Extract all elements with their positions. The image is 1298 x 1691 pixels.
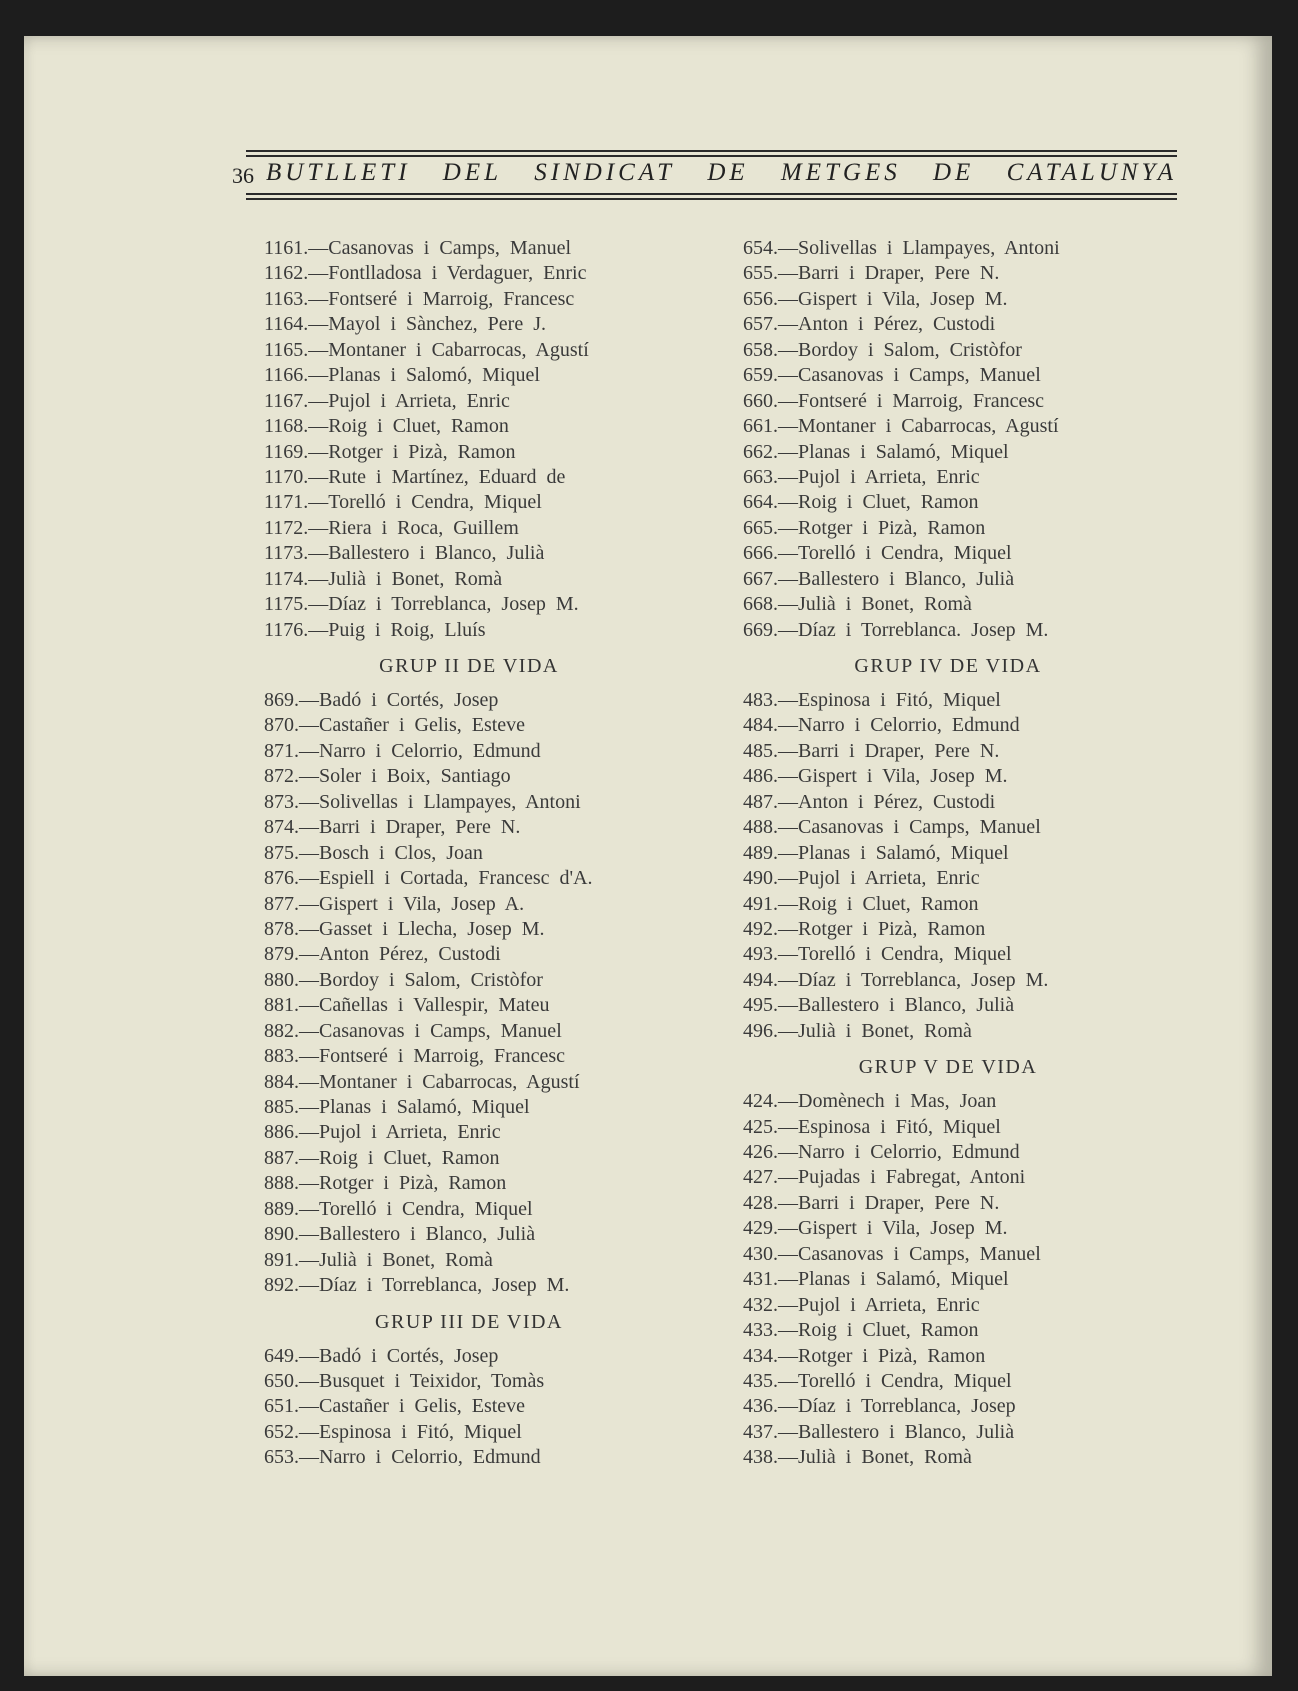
- right-column: [743, 236, 1153, 1471]
- list-item: 870.—Castañer i Gelis, Esteve: [264, 714, 526, 737]
- entry-list: [743, 1089, 1153, 1471]
- list-item: 435.—Torelló i Cendra, Miquel: [743, 1369, 1012, 1392]
- list-item: 483.—Espinosa i Fitó, Miquel: [743, 689, 1001, 711]
- list-item: 430.—Casanovas i Camps, Manuel: [743, 1242, 1041, 1265]
- list-item: 1171.—Torelló i Cendra, Miquel: [264, 491, 542, 514]
- list-item: 1169.—Rotger i Pizà, Ramon: [264, 440, 516, 463]
- list-item: 883.—Fontseré i Marroig, Francesc: [264, 1045, 566, 1068]
- section-heading-grup-v: GRUP V DE VIDA: [858, 1056, 1038, 1079]
- running-title-word: CATALUNYA: [1006, 159, 1177, 186]
- list-item: 654.—Solivellas i Llampayes, Antoni: [743, 237, 1060, 259]
- list-item: 880.—Bordoy i Salom, Cristòfor: [264, 968, 543, 991]
- list-item: 874.—Barri i Draper, Pere N.: [264, 816, 521, 839]
- list-item: 658.—Bordoy i Salom, Cristòfor: [743, 338, 1022, 361]
- list-item: 892.—Díaz i Torreblanca, Josep M.: [264, 1274, 570, 1297]
- list-item: 436.—Díaz i Torreblanca, Josep: [743, 1395, 1016, 1418]
- list-item: 1168.—Roig i Cluet, Ramon: [264, 415, 509, 438]
- list-item: 651.—Castañer i Gelis, Esteve: [264, 1395, 526, 1418]
- list-item: 492.—Rotger i Pizà, Ramon: [743, 917, 986, 940]
- list-item: 1166.—Planas i Salomó, Miquel: [264, 364, 540, 387]
- list-item: 427.—Pujadas i Fabregat, Antoni: [743, 1166, 1026, 1189]
- list-item: 433.—Roig i Cluet, Ramon: [743, 1319, 979, 1342]
- section-heading-grup-iii: GRUP III DE VIDA: [375, 1310, 563, 1333]
- list-item: 891.—Julià i Bonet, Romà: [264, 1248, 493, 1271]
- running-title-word: DE: [707, 159, 749, 186]
- list-item: 877.—Gispert i Vila, Josep A.: [264, 892, 525, 915]
- running-title: [266, 159, 1177, 187]
- list-item: 888.—Rotger i Pizà, Ramon: [264, 1172, 507, 1195]
- list-item: 426.—Narro i Celorrio, Edmund: [743, 1141, 1020, 1163]
- list-item: 669.—Díaz i Torreblanca. Josep M.: [743, 618, 1049, 641]
- entry-list: [743, 236, 1153, 643]
- list-item: 657.—Anton i Pérez, Custodi: [743, 313, 996, 336]
- list-item: 869.—Badó i Cortés, Josep: [264, 689, 499, 711]
- list-item: 653.—Narro i Celorrio, Edmund: [264, 1446, 541, 1469]
- left-column: [264, 236, 674, 1471]
- list-item: 887.—Roig i Cluet, Ramon: [264, 1146, 500, 1169]
- list-item: 429.—Gispert i Vila, Josep M.: [743, 1217, 1008, 1240]
- list-item: 438.—Julià i Bonet, Romà: [743, 1446, 972, 1469]
- list-item: 434.—Rotger i Pizà, Ramon: [743, 1344, 986, 1367]
- list-item: 663.—Pujol i Arrieta, Enric: [743, 465, 980, 488]
- list-item: 1174.—Julià i Bonet, Romà: [264, 567, 503, 590]
- list-item: 491.—Roig i Cluet, Ramon: [743, 892, 979, 915]
- entry-list: [264, 688, 674, 1299]
- list-item: 884.—Montaner i Cabarrocas, Agustí: [264, 1070, 580, 1093]
- list-item: 1165.—Montaner i Cabarrocas, Agustí: [264, 338, 589, 361]
- list-item: 1161.—Casanovas i Camps, Manuel: [264, 237, 572, 259]
- list-item: 431.—Planas i Salamó, Miquel: [743, 1268, 1009, 1291]
- header-rule-top-inner: [246, 155, 1177, 157]
- list-item: 878.—Gasset i Llecha, Josep M.: [264, 917, 545, 940]
- list-item: 432.—Pujol i Arrieta, Enric: [743, 1293, 980, 1316]
- list-item: 1173.—Ballestero i Blanco, Julià: [264, 542, 545, 565]
- list-item: 490.—Pujol i Arrieta, Enric: [743, 867, 980, 890]
- list-item: 661.—Montaner i Cabarrocas, Agustí: [743, 415, 1059, 438]
- running-title-word: DEL: [442, 159, 503, 186]
- list-item: 876.—Espiell i Cortada, Francesc d'A.: [264, 867, 593, 890]
- list-item: 1163.—Fontseré i Marroig, Francesc: [264, 287, 575, 310]
- list-item: 494.—Díaz i Torreblanca, Josep M.: [743, 968, 1049, 991]
- header-rule-bottom-inner: [246, 198, 1177, 200]
- list-item: 660.—Fontseré i Marroig, Francesc: [743, 389, 1045, 412]
- list-item: 1170.—Rute i Martínez, Eduard de: [264, 465, 566, 488]
- running-title-word: DE: [933, 159, 975, 186]
- list-item: 886.—Pujol i Arrieta, Enric: [264, 1121, 501, 1144]
- list-item: 655.—Barri i Draper, Pere N.: [743, 262, 1000, 285]
- list-item: 428.—Barri i Draper, Pere N.: [743, 1191, 1000, 1214]
- list-item: 495.—Ballestero i Blanco, Julià: [743, 994, 1015, 1017]
- list-item: 496.—Julià i Bonet, Romà: [743, 1019, 972, 1042]
- list-item: 485.—Barri i Draper, Pere N.: [743, 739, 1000, 762]
- list-item: 1172.—Riera i Roca, Guillem: [264, 516, 519, 539]
- list-item: 1162.—Fontlladosa i Verdaguer, Enric: [264, 262, 587, 285]
- list-item: 437.—Ballestero i Blanco, Julià: [743, 1420, 1015, 1443]
- entry-list: [743, 688, 1153, 1044]
- entry-list: [264, 236, 674, 643]
- list-item: 879.—Anton Pérez, Custodi: [264, 943, 501, 966]
- list-item: 487.—Anton i Pérez, Custodi: [743, 790, 996, 813]
- list-item: 873.—Solivellas i Llampayes, Antoni: [264, 790, 581, 813]
- page-number: 36: [232, 163, 254, 188]
- list-item: 667.—Ballestero i Blanco, Julià: [743, 567, 1015, 590]
- list-item: 493.—Torelló i Cendra, Miquel: [743, 943, 1012, 966]
- running-title-word: BUTLLETI: [266, 159, 411, 186]
- list-item: 424.—Domènech i Mas, Joan: [743, 1090, 997, 1113]
- list-item: 872.—Soler i Boix, Santiago: [264, 765, 511, 788]
- list-item: 889.—Torelló i Cendra, Miquel: [264, 1197, 533, 1220]
- list-item: 664.—Roig i Cluet, Ramon: [743, 491, 979, 514]
- header-rule-bottom: [246, 193, 1177, 195]
- list-item: 1164.—Mayol i Sànchez, Pere J.: [264, 313, 546, 336]
- list-item: 890.—Ballestero i Blanco, Julià: [264, 1223, 536, 1246]
- running-title-word: METGES: [780, 159, 901, 186]
- section-heading-grup-iv: GRUP IV DE VIDA: [854, 655, 1042, 677]
- list-item: 871.—Narro i Celorrio, Edmund: [264, 739, 541, 762]
- header-rule-top: [246, 150, 1177, 152]
- list-item: 649.—Badó i Cortés, Josep: [264, 1344, 499, 1367]
- list-item: 875.—Bosch i Clos, Joan: [264, 841, 483, 864]
- list-item: 486.—Gispert i Vila, Josep M.: [743, 765, 1008, 788]
- list-item: 652.—Espinosa i Fitó, Miquel: [264, 1420, 522, 1443]
- list-item: 656.—Gispert i Vila, Josep M.: [743, 287, 1008, 310]
- list-item: 659.—Casanovas i Camps, Manuel: [743, 364, 1041, 387]
- list-item: 668.—Julià i Bonet, Romà: [743, 593, 972, 616]
- list-item: 885.—Planas i Salamó, Miquel: [264, 1096, 530, 1118]
- list-item: 666.—Torelló i Cendra, Miquel: [743, 542, 1012, 565]
- list-item: 425.—Espinosa i Fitó, Miquel: [743, 1115, 1001, 1138]
- section-heading-grup-ii: GRUP II DE VIDA: [379, 655, 559, 677]
- list-item: 1175.—Díaz i Torreblanca, Josep M.: [264, 593, 579, 616]
- list-item: 1176.—Puig i Roig, Lluís: [264, 618, 486, 641]
- list-item: 665.—Rotger i Pizà, Ramon: [743, 516, 986, 539]
- entry-list: [264, 1344, 674, 1471]
- running-title-word: SINDICAT: [534, 159, 676, 186]
- list-item: 650.—Busquet i Teixidor, Tomàs: [264, 1369, 545, 1392]
- list-item: 489.—Planas i Salamó, Miquel: [743, 841, 1009, 864]
- list-item: 882.—Casanovas i Camps, Manuel: [264, 1019, 562, 1042]
- list-item: 1167.—Pujol i Arrieta, Enric: [264, 389, 510, 412]
- list-item: 662.—Planas i Salamó, Miquel: [743, 440, 1009, 463]
- list-item: 488.—Casanovas i Camps, Manuel: [743, 816, 1041, 839]
- list-item: 881.—Cañellas i Vallespir, Mateu: [264, 994, 550, 1017]
- list-item: 484.—Narro i Celorrio, Edmund: [743, 714, 1020, 737]
